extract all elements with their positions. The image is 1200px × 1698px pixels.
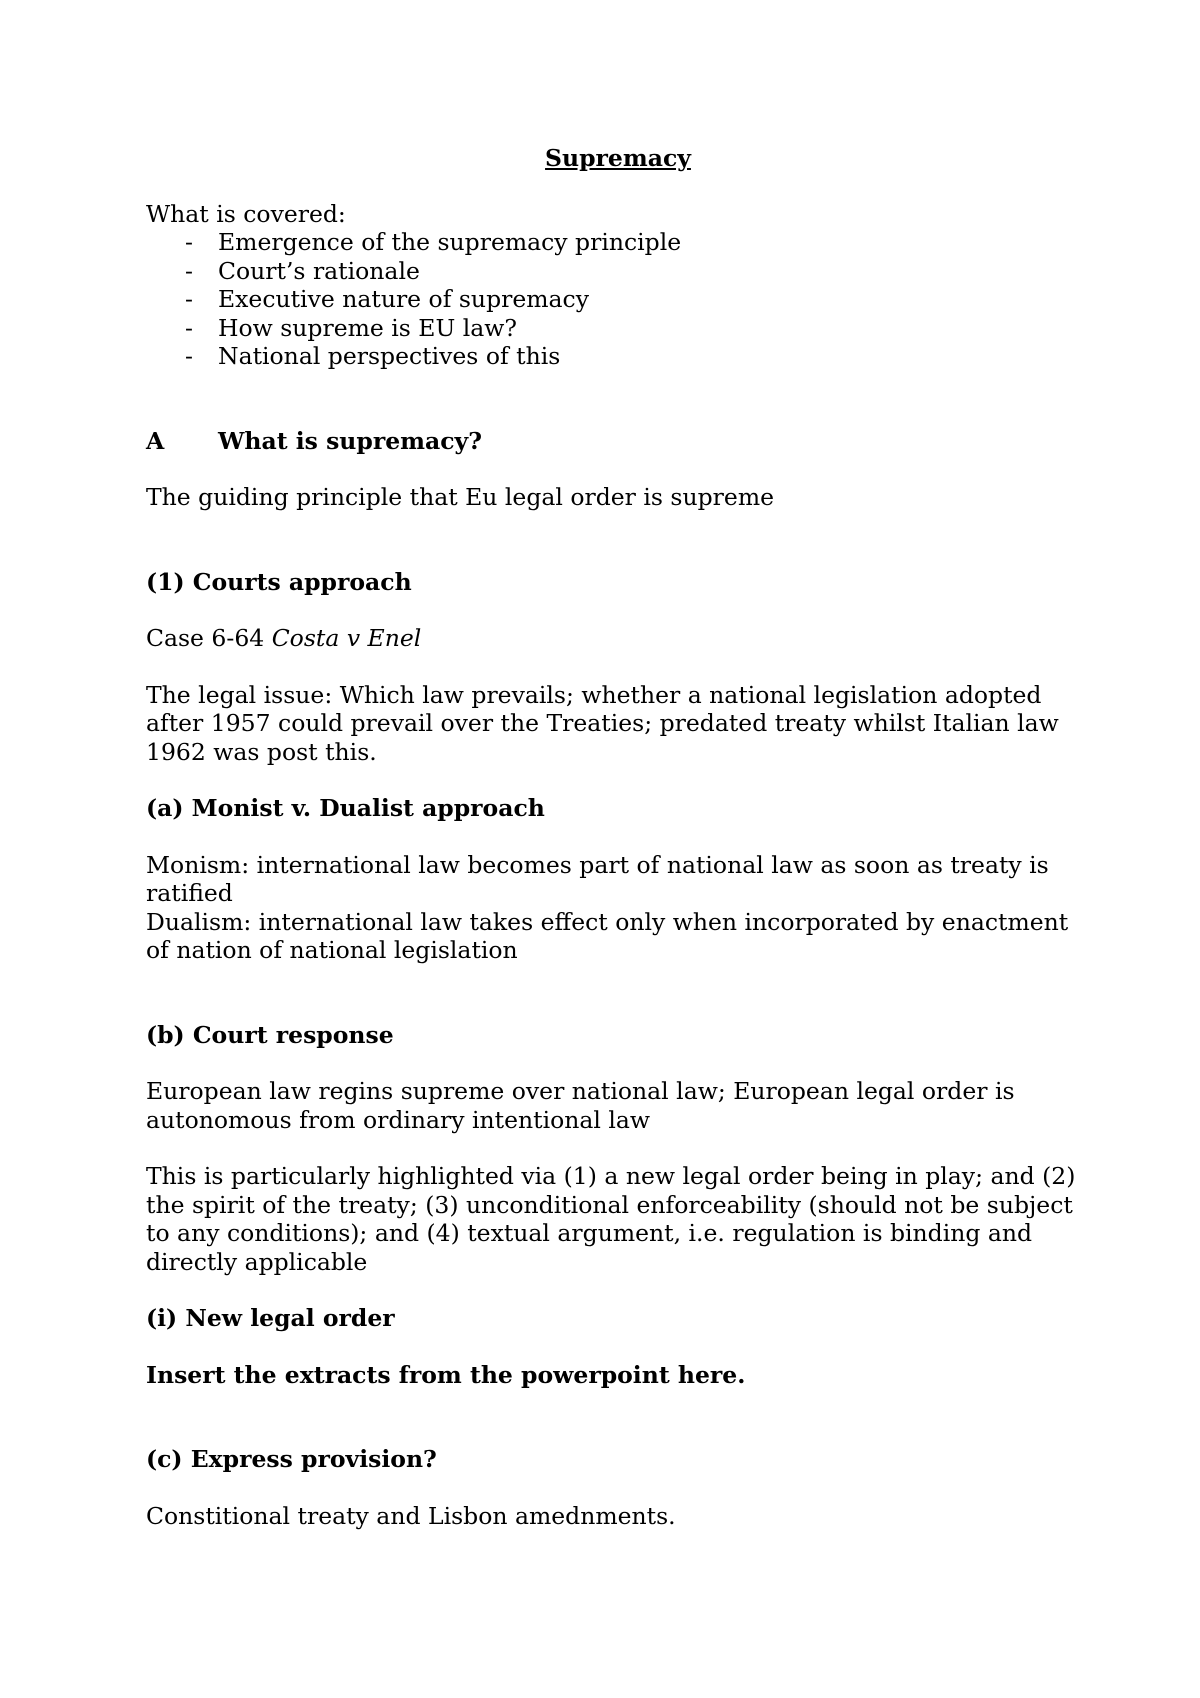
covered-list <box>146 228 1076 371</box>
new-legal-order-heading: (i) New legal order <box>146 1304 395 1332</box>
list-dash: - <box>185 256 193 285</box>
list-item: - Executive nature of supremacy <box>185 285 589 313</box>
insert-instruction: Insert the extracts from the powerpoint here. <box>146 1360 746 1389</box>
court-response-paragraph: This is particularly highlighted via (1) a new legal order being in play; and (2) the spirit of the treaty; (3) unconditional enforceability (should not be subject to any conditions); and (4) textual argument, i.e. regulation is binding and directly applicable <box>146 1162 1076 1276</box>
section-a-body: The guiding principle that Eu legal order is supreme <box>146 483 775 511</box>
list-dash: - <box>185 228 193 256</box>
list-item: - Emergence of the supremacy principle <box>185 228 682 256</box>
express-provision-heading: (c) Express provision? <box>146 1445 437 1473</box>
case-name: Costa v Enel <box>271 624 422 652</box>
list-dash: - <box>185 285 193 313</box>
express-provision-body: Constitional treaty and Lisbon amednments. <box>146 1501 676 1530</box>
list-item: - How supreme is EU law? <box>185 313 517 342</box>
legal-issue-paragraph: The legal issue: Which law prevails; whether a national legislation adopted after 1957 could prevail over the Treaties; predated treaty whilst Italian law 1962 was post this. <box>146 680 1059 766</box>
list-dash: - <box>185 313 193 342</box>
case-prefix: Case 6-64 <box>146 624 272 652</box>
section-letter: A <box>146 426 165 455</box>
dualism-paragraph: Dualism: international law takes effect only when incorporated by enactment of nation of national legislation <box>146 907 1069 964</box>
section-heading: What is supremacy? <box>218 426 482 455</box>
court-response-heading: (b) Court response <box>146 1020 394 1049</box>
list-dash: - <box>185 342 193 370</box>
document-body <box>146 144 1076 1530</box>
court-response-paragraph: European law regins supreme over national law; European legal order is autonomous from ordinary intentional law <box>146 1077 1015 1134</box>
list-item: - Court’s rationale <box>185 256 420 285</box>
covered-label: What is covered: <box>146 199 346 228</box>
monism-paragraph: Monism: international law becomes part of national law as soon as treaty is ratified <box>146 850 1049 907</box>
list-item: - National perspectives of this <box>185 342 561 370</box>
section-a-heading <box>146 427 1076 456</box>
case-citation <box>146 624 1076 653</box>
courts-approach-heading: (1) Courts approach <box>146 567 412 596</box>
document-title: Supremacy <box>545 144 691 172</box>
monist-dualist-heading: (a) Monist v. Dualist approach <box>146 794 545 822</box>
